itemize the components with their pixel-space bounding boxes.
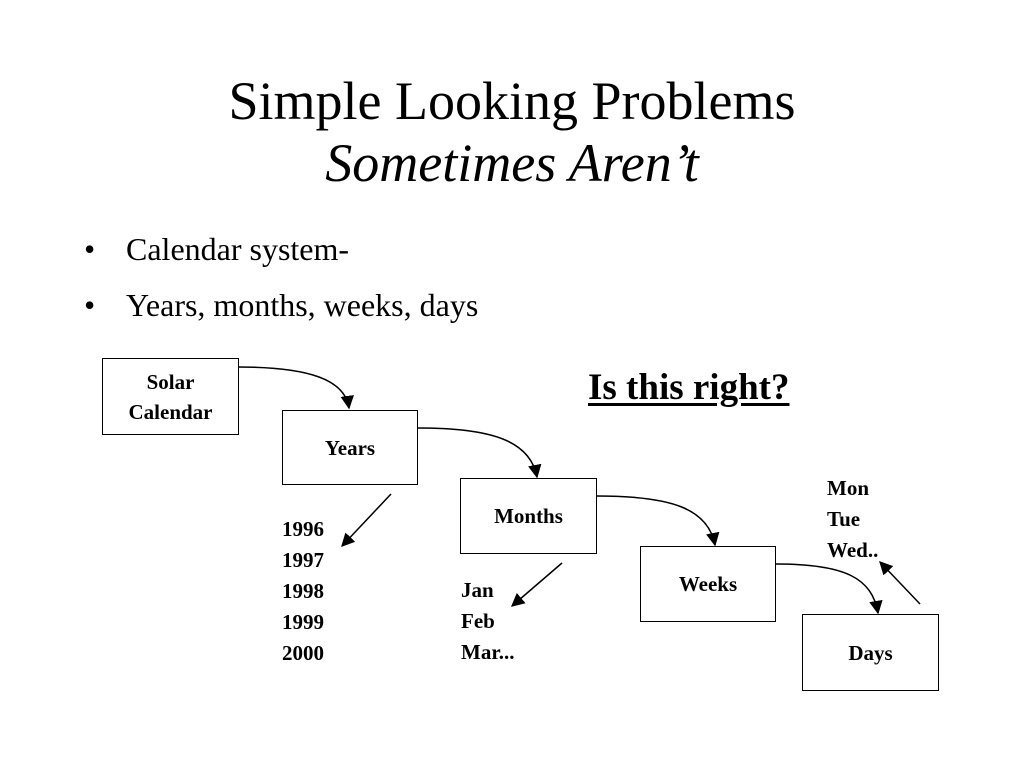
bullet-text: Calendar system- xyxy=(126,231,350,267)
list-item: Wed.. xyxy=(827,538,879,562)
list-item: Feb xyxy=(461,609,495,633)
node-days xyxy=(802,614,939,691)
list-item: Jan xyxy=(461,578,494,602)
bullet-glyph: • xyxy=(84,231,96,267)
days-list xyxy=(827,473,878,566)
node-label: Calendar xyxy=(128,399,213,424)
list-item: 1997 xyxy=(282,548,324,572)
years-list xyxy=(282,514,324,669)
list-item: 1998 xyxy=(282,579,324,603)
title-line-2: Sometimes Aren’t xyxy=(325,133,699,193)
node-label: Years xyxy=(324,435,376,460)
list-item: 1996 xyxy=(282,517,324,541)
title-line-1: Simple Looking Problems xyxy=(228,71,796,131)
arrow-weeks-to-days xyxy=(776,564,878,613)
bullet-glyph: • xyxy=(84,287,96,323)
node-months xyxy=(460,478,597,554)
months-list xyxy=(461,575,514,668)
arrow-solar-to-years xyxy=(238,367,349,408)
node-label: Days xyxy=(848,640,893,665)
arrow-years-to-months xyxy=(418,428,537,477)
arrow-years-to-list xyxy=(342,494,391,546)
question-label: Is this right? xyxy=(588,367,790,408)
list-item: Mar... xyxy=(461,640,515,664)
node-years xyxy=(282,410,418,485)
bullet-text: Years, months, weeks, days xyxy=(126,287,479,323)
node-label: Solar xyxy=(146,369,195,394)
bullet-item xyxy=(84,230,478,268)
list-item: Mon xyxy=(827,476,869,500)
arrow-days-to-list xyxy=(880,562,920,604)
list-item: 2000 xyxy=(282,641,324,665)
bullet-item xyxy=(84,286,478,324)
bullet-list xyxy=(84,230,478,342)
node-label: Months xyxy=(494,504,563,528)
node-solar-calendar xyxy=(102,358,239,435)
arrow-months-to-list xyxy=(512,563,562,606)
node-label: Weeks xyxy=(678,572,738,596)
slide-title xyxy=(0,70,1024,194)
arrow-months-to-weeks xyxy=(597,496,715,545)
node-weeks xyxy=(640,546,776,622)
list-item: Tue xyxy=(827,507,861,531)
list-item: 1999 xyxy=(282,610,324,634)
